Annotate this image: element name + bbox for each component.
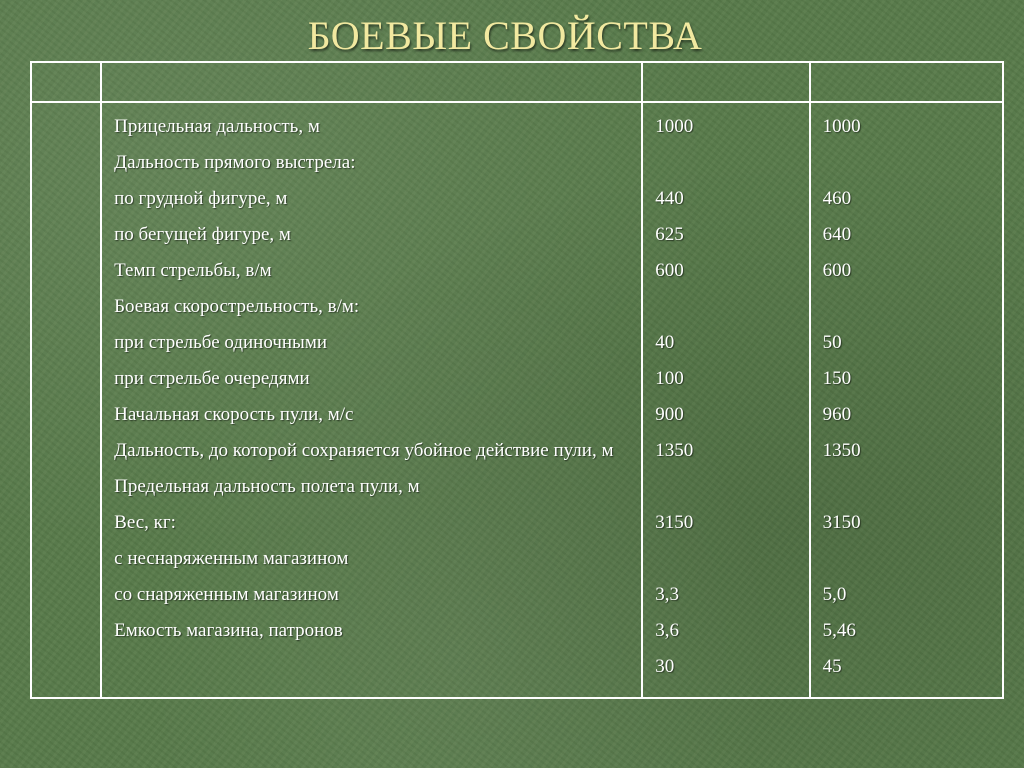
property-value: 1350 xyxy=(822,440,861,461)
header-cell xyxy=(810,62,1003,102)
property-value: 40 xyxy=(655,332,675,353)
property-label: Дальность прямого выстрела: xyxy=(114,152,356,173)
property-value xyxy=(823,150,1002,175)
property-value: 600 xyxy=(822,260,852,281)
property-value: 100 xyxy=(655,368,684,389)
property-value: 960 xyxy=(822,404,852,425)
header-cell xyxy=(101,62,642,102)
property-label: Начальная скорость пули, м/с xyxy=(114,404,354,425)
property-value xyxy=(655,546,808,571)
property-label: по бегущей фигуре, м xyxy=(114,224,291,245)
property-label: с неснаряженным магазином xyxy=(114,548,349,569)
property-value: 460 xyxy=(822,188,852,209)
values-cell-first-model xyxy=(642,102,809,698)
property-value xyxy=(823,294,1002,319)
header-cell xyxy=(642,62,809,102)
property-value: 1000 xyxy=(822,116,861,137)
property-value xyxy=(823,546,1002,571)
property-label: Прицельная дальность, м xyxy=(114,116,320,137)
property-value: 3150 xyxy=(822,512,861,533)
property-label: Дальность, до которой сохраняется убойное действие пули, м xyxy=(114,440,614,461)
header-cell xyxy=(31,62,101,102)
property-value: 1350 xyxy=(655,440,694,461)
value-list-second-model xyxy=(811,103,1002,679)
combat-properties-table xyxy=(30,61,1004,699)
property-value: 640 xyxy=(822,224,852,245)
property-value: 1000 xyxy=(655,116,694,137)
property-value: 150 xyxy=(822,368,852,389)
property-value: 3,3 xyxy=(655,584,679,605)
values-cell-second-model xyxy=(810,102,1003,698)
property-label: при стрельбе очередями xyxy=(114,368,310,389)
property-value xyxy=(655,150,808,175)
property-value: 3150 xyxy=(655,512,694,533)
property-label: Боевая скорострельность, в/м: xyxy=(114,296,360,317)
property-value: 440 xyxy=(655,188,684,209)
property-value: 600 xyxy=(655,260,684,281)
value-list-first-model xyxy=(643,103,808,679)
labels-cell xyxy=(101,102,642,698)
property-label: Емкость магазина, патронов xyxy=(114,620,343,641)
property-value: 5,0 xyxy=(822,584,847,605)
property-label: Вес, кг: xyxy=(114,512,176,533)
property-value: 900 xyxy=(655,404,684,425)
table-body-row xyxy=(31,102,1003,698)
property-label-list xyxy=(102,103,641,643)
property-label: со снаряженным магазином xyxy=(114,584,339,605)
property-value: 3,6 xyxy=(655,620,679,641)
property-label: Предельная дальность полета пули, м xyxy=(114,476,420,497)
property-label: по грудной фигуре, м xyxy=(114,188,288,209)
empty-first-column-cell xyxy=(31,102,101,698)
property-value xyxy=(655,294,808,319)
property-value: 5,46 xyxy=(822,620,856,641)
slide-title: БОЕВЫЕ СВОЙСТВА xyxy=(307,13,703,58)
property-value: 625 xyxy=(655,224,684,245)
table-header-row xyxy=(31,62,1003,102)
property-value: 45 xyxy=(822,656,842,677)
property-value: 30 xyxy=(655,656,675,677)
property-label: Темп стрельбы, в/м xyxy=(114,260,272,281)
property-value: 50 xyxy=(822,332,842,353)
property-label: при стрельбе одиночными xyxy=(114,332,328,353)
